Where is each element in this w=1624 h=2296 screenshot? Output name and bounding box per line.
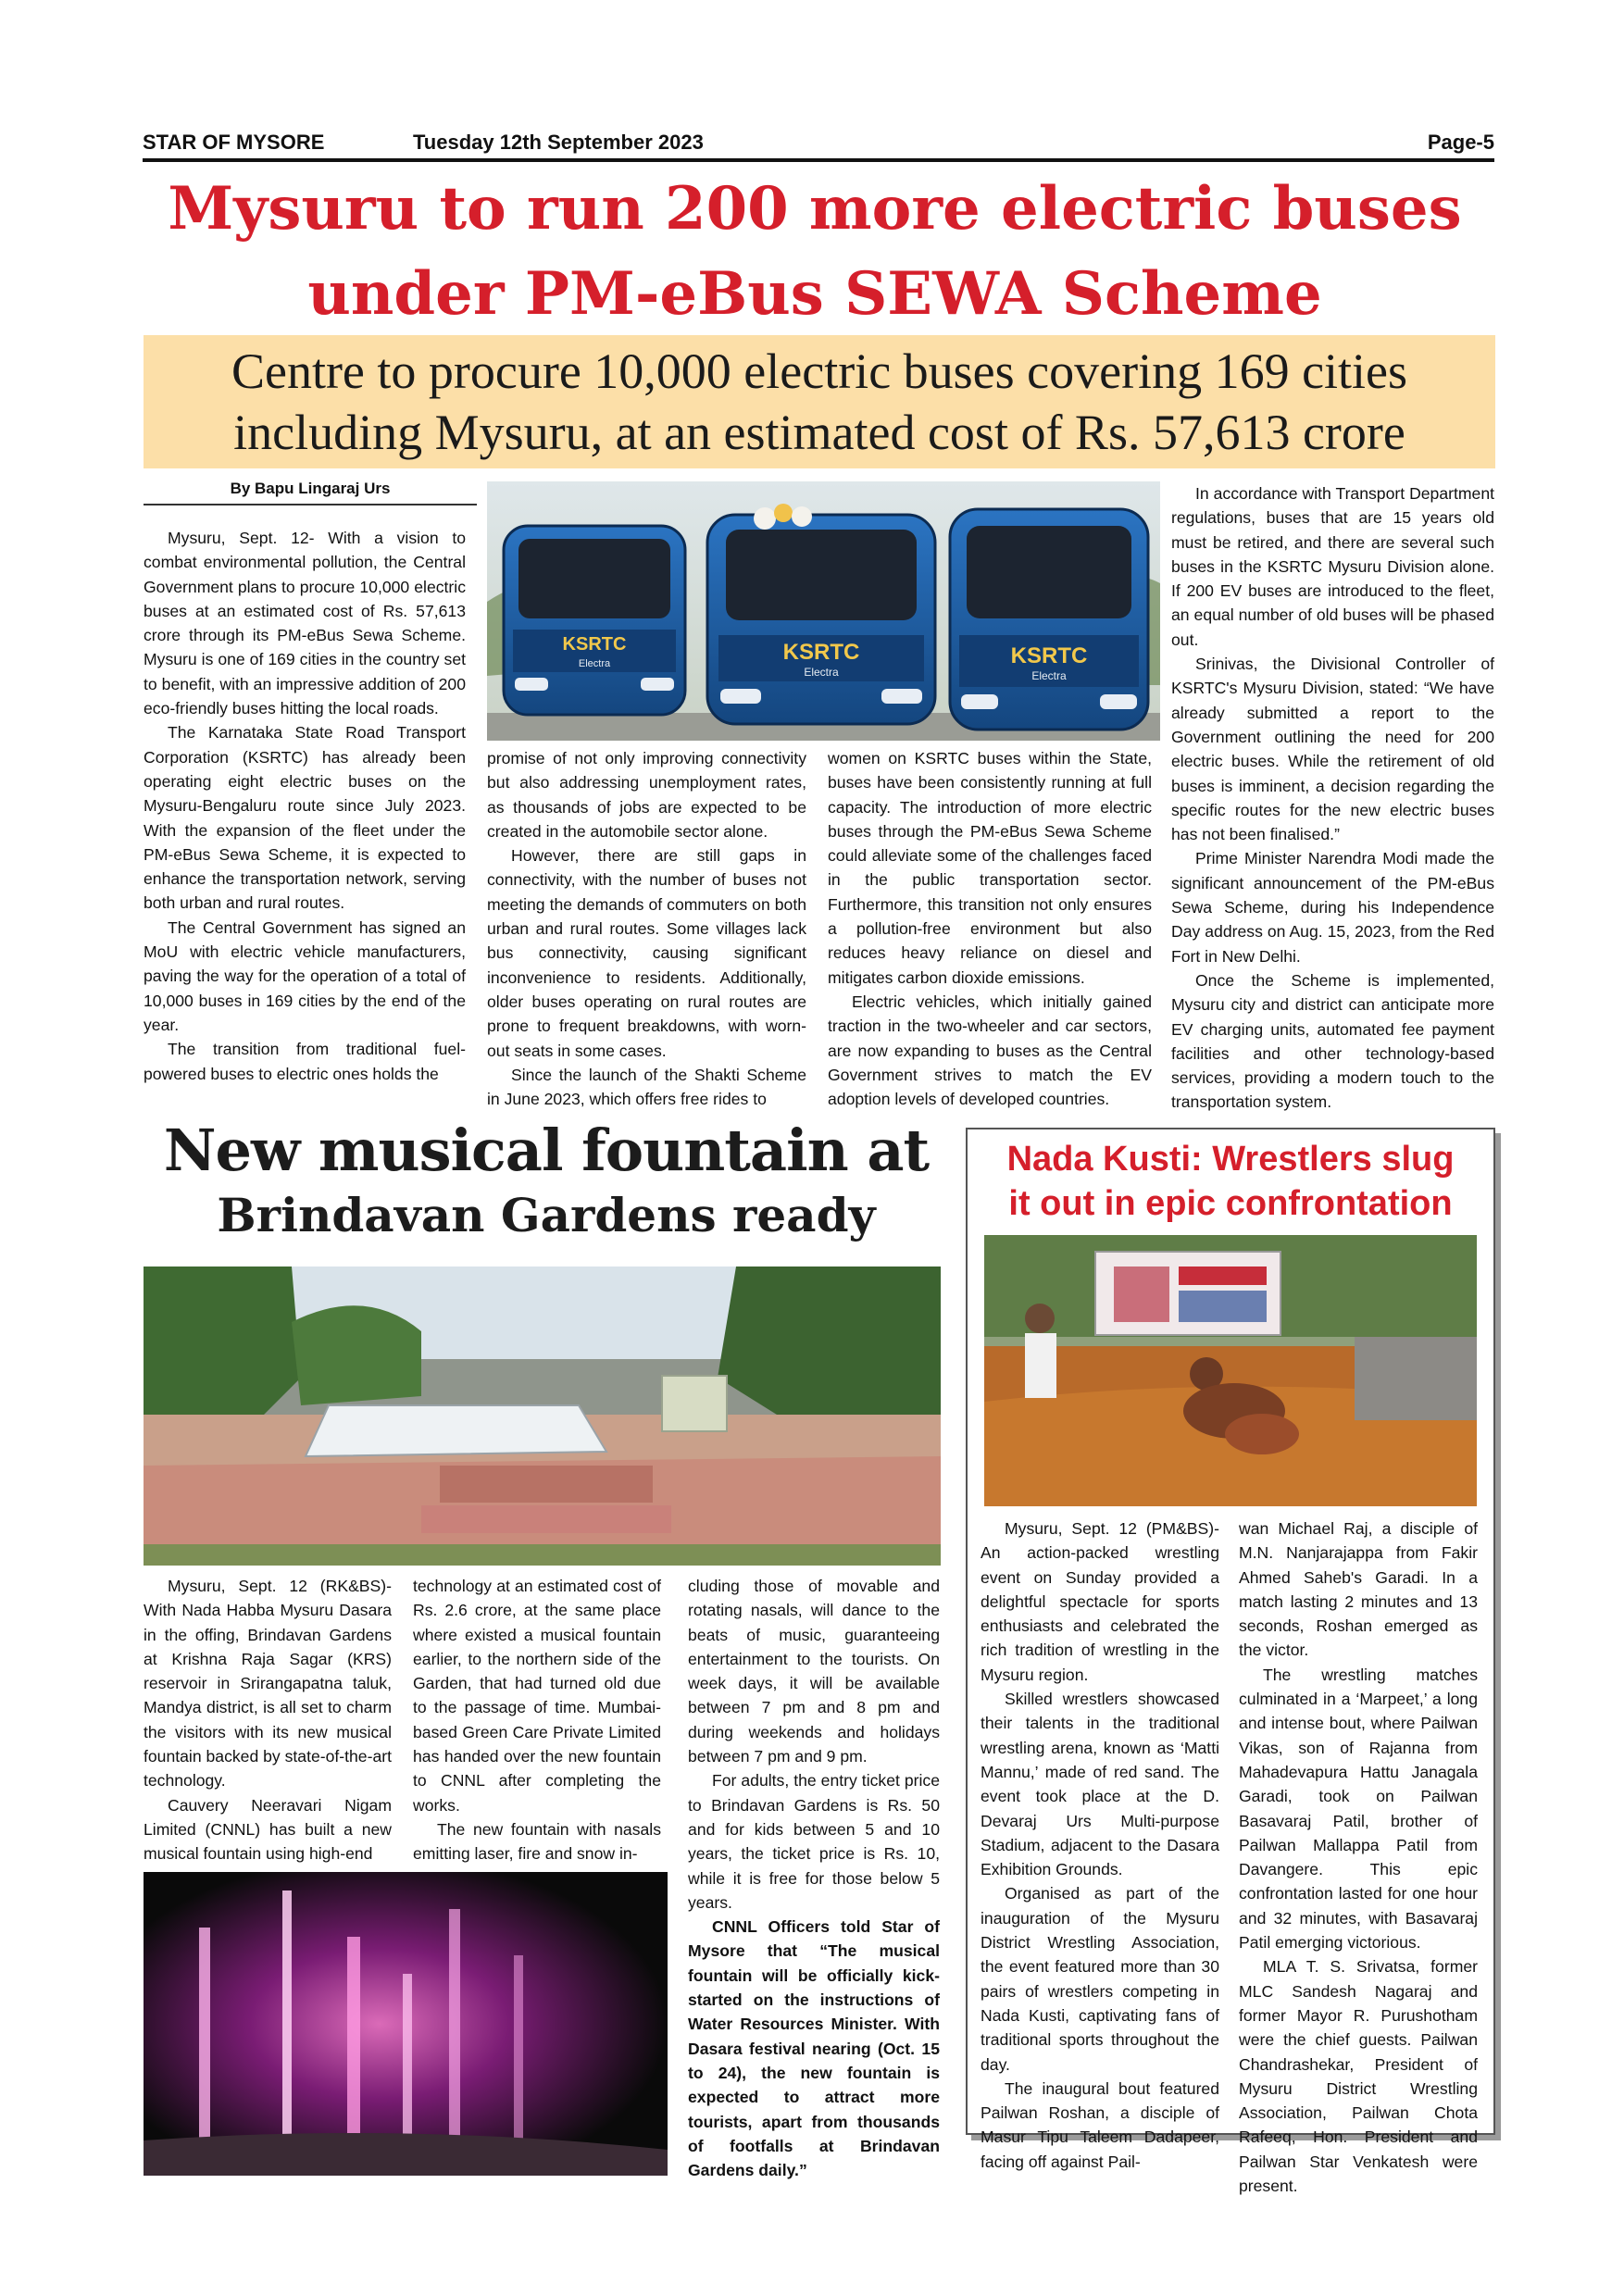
illuminated-fountain-photo xyxy=(144,1872,668,2176)
paragraph: However, there are still gaps in connectivity, with the number of buses not meeting the demands of commuters on both urban and rural routes. Some villages lack bus connectivity, causing significant inconvenience to residents. Additionally, older buses operating on rural routes are prone to frequent breakdowns, with worn-out seats in some cases. xyxy=(487,846,806,1060)
paragraph: Srinivas, the Divisional Controller of KSRTC's Mysuru Division, stated: “We have already submitted a report to the Government outlining the need for 200 electric buses. While the retirement of old buses is imminent, a decision regarding the specific routes for the new electric buses has not been finalised.” xyxy=(1171,655,1494,844)
paragraph: Since the launch of the Shakti Scheme in June 2023, which offers free rides to xyxy=(487,1065,806,1109)
paragraph: women on KSRTC buses within the State, buses have been consistently running at full capacity. The introduction of more electric buses through the PM-eBus Sewa Scheme could alleviate some of the challenges faced in the public transportation sector. Furthermore, this transition not only ensures a pollution-free environment but also reduces heavy reliance on diesel and mitigates carbon dioxide emissions. xyxy=(828,749,1152,987)
paragraph: CNNL Officers told Star of Mysore that “The musical fountain will be officially kick-started on the instructions of Water Resources Minister. With Dasara festival nearing (Oct. 15 to 24), the new fountain is expected to attract more tourists, apart from thousands of footfalls at Brindavan Gardens daily.” xyxy=(688,1917,940,2180)
paragraph: The wrestling matches culminated in a ‘Marpeet,’ a long and intense bout, where Pailwan Vikas, son of Rajanna from Mahadevapura Hattu Janagala Garadi, took on Pailwan Basavaraj Patil, brother of Pailwan Mallappa Patil from Davangere. This epic confrontation lasted for one hour and 32 minutes, with Basavaraj Patil emerging victorious. xyxy=(1239,1665,1478,1953)
lead-column-4 xyxy=(1171,481,1494,1115)
paragraph: The inaugural bout featured Pailwan Roshan, a disciple of Masur Tipu Taleem Dadapeer, facing off against Pail- xyxy=(981,2078,1219,2171)
masthead xyxy=(143,131,1494,162)
paragraph: In accordance with Transport Department regulations, buses that are 15 years old must be retired, and there are several such buses in the KSRTC Mysuru Division alone. If 200 EV buses are introduced to the fleet, an equal number of old buses will be phased out. xyxy=(1171,484,1494,649)
lead-column-1 xyxy=(144,526,466,1086)
byline: By Bapu Lingaraj Urs xyxy=(144,480,477,505)
fountain-headline-line1: New musical fountain at xyxy=(163,1117,930,1184)
lead-column-2 xyxy=(487,746,806,1111)
kusti-column-1 xyxy=(981,1516,1219,2174)
kusti-headline xyxy=(968,1137,1493,1226)
paragraph: wan Michael Raj, a disciple of M.N. Nanjarajappa from Fakir Ahmed Saheb's Garadi. In a match lasting 2 minutes and 13 seconds, Roshan emerged as the victor. xyxy=(1239,1519,1478,1660)
paragraph: Mysuru, Sept. 12 (PM&BS)- An action-packed wrestling event on Sunday provided a delightful spectacle for sports enthusiasts and celebrated the rich tradition of wrestling in the Mysuru region. xyxy=(981,1519,1219,1684)
paragraph: Organised as part of the inauguration of the Mysuru District Wrestling Association, the event featured more than 30 pairs of wrestlers competing in Nada Kusti, captivating fans of traditional sports throughout the day. xyxy=(981,1884,1219,2074)
fountain-column-2 xyxy=(413,1574,661,1866)
paragraph: The Karnataka State Road Transport Corporation (KSRTC) has already been operating eight electric buses on the Mysuru-Bengaluru route since July 2023. With the expansion of the fleet under the PM-eBus Sewa Scheme, it is expected to enhance the transportation network, serving both urban and rural routes. xyxy=(144,723,466,913)
paragraph: Prime Minister Narendra Modi made the significant announcement of the PM-eBus Sewa Scheme, during his Independence Day address on Aug. 15, 2023, from the Red Fort in New Delhi. xyxy=(1171,849,1494,966)
paragraph: The Central Government has signed an MoU with electric vehicle manufacturers, paving the way for the operation of a total of 10,000 buses in 169 cities by the end of the year. xyxy=(144,917,466,1034)
lead-subhead-line2: including Mysuru, at an estimated cost of Rs. 57,613 crore xyxy=(233,405,1405,460)
paragraph: For adults, the entry ticket price to Brindavan Gardens is Rs. 50 and for kids between 5 and 10 years, the ticket price is Rs. 10, while it is free for those below 5 years. xyxy=(688,1771,940,1912)
lead-subheadline xyxy=(144,335,1495,468)
bus-label: KSRTC xyxy=(1010,643,1088,668)
bus-sublabel: Electra xyxy=(1031,669,1067,682)
paragraph: Electric vehicles, which initially gained traction in the two-wheeler and car sectors, are now expanding to buses as the Central Government strives to match the EV adoption levels of developed countries. xyxy=(828,992,1152,1109)
page-number: Page-5 xyxy=(1427,131,1494,154)
paragraph: promise of not only improving connectivity but also addressing unemployment rates, as thousands of jobs are expected to be created in the automobile sector alone. xyxy=(487,749,806,841)
paragraph: The new fountain with nasals emitting laser, fire and snow in- xyxy=(413,1819,661,1864)
bus-sublabel: Electra xyxy=(804,666,839,679)
paragraph: Skilled wrestlers showcased their talents in the traditional wrestling arena, known as ‘Matti Mannu,’ made of red sand. The event took place at the D. Devaraj Urs Multi-purpose Stadium, adjacent to the Dasara Exhibition Grounds. xyxy=(981,1690,1219,1879)
lead-headline xyxy=(130,167,1500,337)
paragraph: The transition from traditional fuel-powered buses to electric ones holds the xyxy=(144,1040,466,1083)
electric-buses-photo xyxy=(487,481,1160,741)
wrestlers-photo xyxy=(984,1235,1477,1506)
fountain-column-3 xyxy=(688,1574,940,2182)
paragraph: Once the Scheme is implemented, Mysuru city and district can anticipate more EV charging units, automated fee payment facilities and other technology-based services, providing a modern touch to the transportation system. xyxy=(1171,970,1494,1112)
illuminated-fountain-illustration xyxy=(144,1872,668,2176)
paragraph: technology at an estimated cost of Rs. 2.6 crore, at the same place where existed a musical fountain earlier, to the northern side of the Garden, that had turned old due to the passage of time. Mumbai-based Green Care Private Limited has handed over the new fountain to CNNL after completing the works. xyxy=(413,1577,661,1815)
paragraph: MLA T. S. Srivatsa, former MLC Sandesh Nagaraj and former Mayor R. Purushotham were the chief guests. Pailwan Chandrashekar, President of Mysuru District Wrestling Association, Pailwan Chota Rafeeq, Hon. President and Pailwan Star Venkatesh were present. xyxy=(1239,1957,1478,2196)
bus-sublabel: Electra xyxy=(578,658,611,669)
lead-subhead-line1: Centre to procure 10,000 electric buses covering 169 cities xyxy=(231,343,1408,399)
fountain-headline xyxy=(139,1116,954,1245)
lead-column-3 xyxy=(828,746,1152,1111)
garden-fountain-photo xyxy=(144,1267,941,1566)
paragraph: Mysuru, Sept. 12 (RK&BS)- With Nada Habba Mysuru Dasara in the offing, Brindavan Gardens at Krishna Raja Sagar (KRS) reservoir in Srirangapatna taluk, Mandya district, is all set to charm the visitors with its new musical fountain backed by state-of-the-art technology. xyxy=(144,1577,392,1791)
bus-label: KSRTC xyxy=(562,634,627,655)
paragraph: cluding those of movable and rotating nasals, will dance to the beats of music, guaranteeing entertainment to the tourists. On week days, it will be available between 7 pm and 8 pm and during weekends and holidays between 7 pm and 9 pm. xyxy=(688,1577,940,1766)
kusti-headline-line1: Nada Kusti: Wrestlers slug xyxy=(1006,1140,1455,1179)
lead-headline-line1: Mysuru to run 200 more electric buses xyxy=(168,174,1462,243)
issue-date: Tuesday 12th September 2023 xyxy=(413,131,704,154)
newspaper-name: STAR OF MYSORE xyxy=(143,131,325,154)
kusti-headline-line2: it out in epic confrontation xyxy=(1008,1184,1453,1223)
paragraph: Cauvery Neeravari Nigam Limited (CNNL) has built a new musical fountain using high-end xyxy=(144,1795,392,1864)
electric-buses-illustration xyxy=(487,481,1160,741)
fountain-headline-line2: Brindavan Gardens ready xyxy=(217,1188,876,1242)
bus-label: KSRTC xyxy=(782,640,860,665)
kusti-story-box xyxy=(966,1128,1495,2196)
lead-headline-line2: under PM-eBus SEWA Scheme xyxy=(307,259,1322,329)
wrestlers-illustration xyxy=(984,1235,1477,1506)
fountain-column-1 xyxy=(144,1574,392,1866)
garden-fountain-illustration xyxy=(144,1267,941,1566)
kusti-column-2 xyxy=(1239,1516,1478,2198)
paragraph: Mysuru, Sept. 12- With a vision to combat environmental pollution, the Central Government plans to procure 10,000 electric buses at an estimated cost of Rs. 57,613 crore through its PM-eBus Sewa Scheme. Mysuru is one of 169 cities in the country set to benefit, with an impressive addition of 200 eco-friendly buses hitting the local roads. xyxy=(144,529,466,718)
